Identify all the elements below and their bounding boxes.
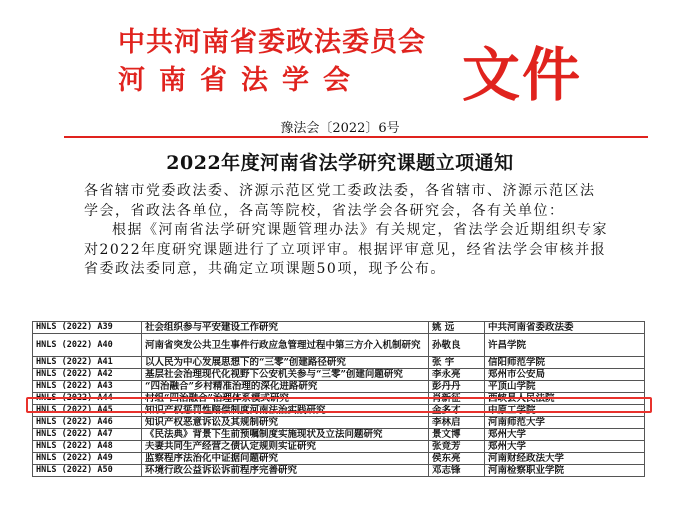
name-cell: 《民法典》背景下生前预嘱制度实施现状及立法问题研究 [142,429,429,441]
leader-cell: 李永亮 [429,369,485,381]
code-cell: HNLS (2022) A50 [33,465,142,477]
name-cell: 村组“四治融合”治理体系模式研究 [142,393,429,405]
document-body [84,182,608,280]
code-cell: HNLS (2022) A39 [33,322,142,334]
unit-cell: 河南检察职业学院 [485,465,645,477]
leader-cell: 孙敬良 [429,334,485,357]
name-cell: 基层社会治理现代化视野下公安机关参与“三零”创建问题研究 [142,369,429,381]
code-cell: HNLS (2022) A47 [33,429,142,441]
main-paragraph: 根据《河南省法学研究课题管理办法》有关规定，省法学会近期组织专家对2022年度研究课题进行了立项评审。根据评审意见，经省法学会审核并报省委政法委同意，共确定立项课题50项，现予公布。 [84,222,608,277]
leader-cell: 景文博 [429,429,485,441]
unit-cell: 郑州大学 [485,429,645,441]
leader-cell: 肖新征 [429,393,485,405]
document-number: 豫法会〔2022〕6号 [280,121,400,136]
name-cell: 河南省突发公共卫生事件行政应急管理过程中第三方介入机制研究 [142,334,429,357]
name-cell: 社会组织参与平安建设工作研究 [142,322,429,334]
leader-cell: 金多才 [429,405,485,417]
unit-cell: 许昌学院 [485,334,645,357]
code-cell: HNLS (2022) A48 [33,441,142,453]
code-cell: HNLS (2022) A45 [33,405,142,417]
issuing-org-line2: 河南省法学会 [118,65,364,96]
unit-cell: 中原工学院 [485,405,645,417]
table-row [33,357,645,369]
unit-cell: 河南师范大学 [485,417,645,429]
name-cell: 夫妻共同生产经营之债认定规则实证研究 [142,441,429,453]
code-cell: HNLS (2022) A41 [33,357,142,369]
red-divider-line [64,136,648,138]
recipients-paragraph: 各省辖市党委政法委、济源示范区党工委政法委，各省辖市、济源示范区法学会，省政法各单位，各高等院校，省法学会各研究会，各有关单位： [84,183,596,219]
issuing-org-line1: 中共河南省委政法委员会 [118,27,426,58]
code-cell: HNLS (2022) A46 [33,417,142,429]
name-cell: 以人民为中心发展思想下的“三零”创建路径研究 [142,357,429,369]
document-word: 文件 [462,41,583,109]
leader-cell: 张竞芳 [429,441,485,453]
unit-cell: 西峡县人民法院 [485,393,645,405]
code-cell: HNLS (2022) A43 [33,381,142,393]
table-row [33,334,645,357]
unit-cell: 信阳师范学院 [485,357,645,369]
leader-cell: 邓志锋 [429,465,485,477]
leader-cell: 李林启 [429,417,485,429]
name-cell: 监察程序法治化中证据问题研究 [142,453,429,465]
name-cell: 知识产权恶意诉讼及其规制研究 [142,417,429,429]
leader-cell: 侯东亮 [429,453,485,465]
table-row [33,441,645,453]
code-cell: HNLS (2022) A44 [33,393,142,405]
table-row [33,381,645,393]
code-cell: HNLS (2022) A40 [33,334,142,357]
unit-cell: 中共河南省委政法委 [485,322,645,334]
code-cell: HNLS (2022) A42 [33,369,142,381]
highlight-box [26,397,652,413]
unit-cell: 平顶山学院 [485,381,645,393]
unit-cell: 河南财经政法大学 [485,453,645,465]
name-cell: “四治融合”乡村精准治理的深化进路研究 [142,381,429,393]
table-row [33,322,645,334]
table-row [33,465,645,477]
document-title: 2022年度河南省法学研究课题立项通知 [166,152,514,174]
unit-cell: 郑州大学 [485,441,645,453]
unit-cell: 郑州市公安局 [485,369,645,381]
name-cell: 知识产权惩罚性赔偿制度河南法治实践研究 [142,405,429,417]
code-cell: HNLS (2022) A49 [33,453,142,465]
table-row [33,453,645,465]
leader-cell: 张 宇 [429,357,485,369]
leader-cell: 彭丹丹 [429,381,485,393]
name-cell: 环境行政公益诉讼诉前程序完善研究 [142,465,429,477]
table-row [33,417,645,429]
table-row [33,429,645,441]
table-row [33,369,645,381]
leader-cell: 姚 远 [429,322,485,334]
